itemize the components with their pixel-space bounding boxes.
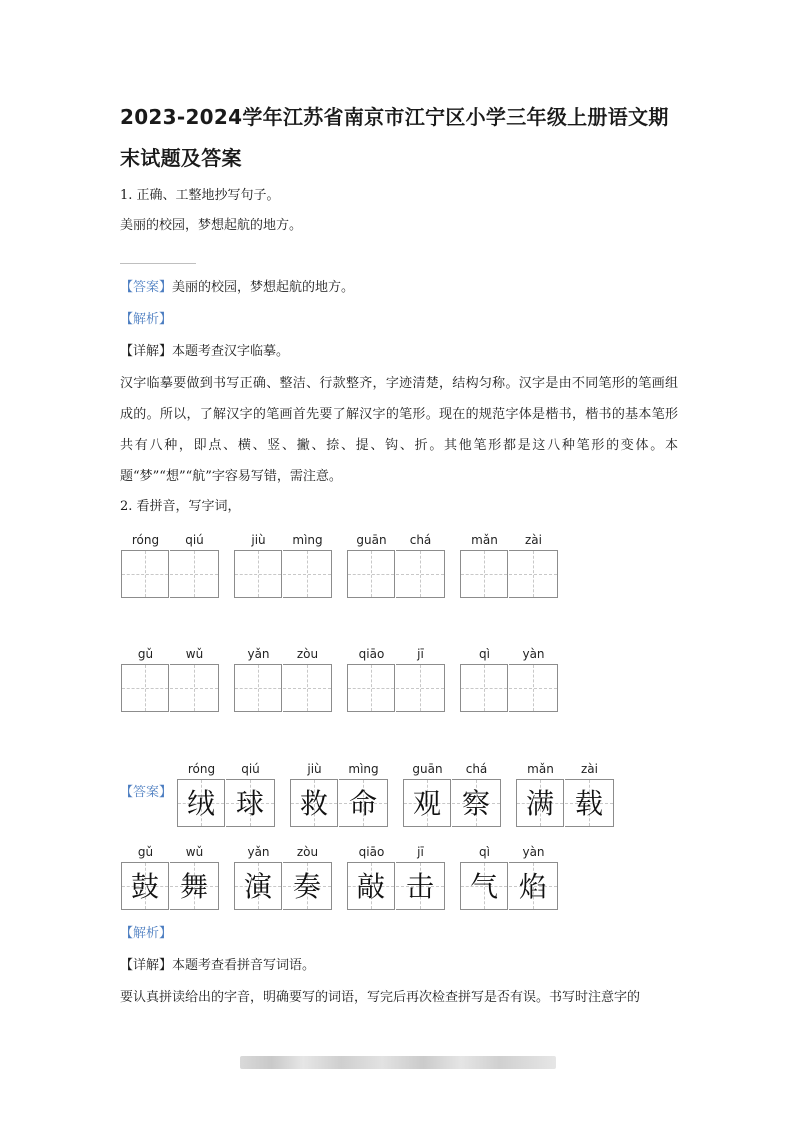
answer-character: 击 xyxy=(405,870,434,903)
grid-guide-vertical xyxy=(258,551,259,597)
tianzige-box[interactable] xyxy=(121,550,169,598)
grid-guide-vertical xyxy=(371,551,372,597)
tianzige-box[interactable] xyxy=(283,664,332,712)
tianzige-box[interactable] xyxy=(234,550,282,598)
grid-guide-vertical xyxy=(307,551,308,597)
grid-guide-vertical xyxy=(371,665,372,711)
q1-detail-text: 本题考查汉字临摹。 xyxy=(172,344,290,359)
tianzige-box[interactable] xyxy=(509,664,558,712)
tianzige-box[interactable] xyxy=(509,550,558,598)
answer-character: 球 xyxy=(235,787,264,820)
q1-writing-line xyxy=(120,263,196,264)
pinyin-label: qiāo xyxy=(358,647,385,661)
q1-detail-tag: 【详解】 xyxy=(120,344,173,359)
tianzige-box xyxy=(170,862,219,910)
tianzige-box xyxy=(234,862,282,910)
pinyin-label: qì xyxy=(479,647,490,661)
tianzige-box[interactable] xyxy=(460,550,508,598)
pinyin-label: yàn xyxy=(522,647,545,661)
answer-character: 载 xyxy=(574,787,603,820)
q2-detail-text: 本题考查看拼音写词语。 xyxy=(172,958,316,973)
tianzige-box[interactable] xyxy=(283,550,332,598)
pinyin-label: wǔ xyxy=(185,845,204,859)
tianzige-box[interactable] xyxy=(170,550,219,598)
grid-guide-vertical xyxy=(420,551,421,597)
pinyin-label: yàn xyxy=(522,845,545,859)
grid-guide-vertical xyxy=(258,665,259,711)
tianzige-box[interactable] xyxy=(121,664,169,712)
tianzige-box xyxy=(460,862,508,910)
q1-sentence: 美丽的校园，梦想起航的地方。 xyxy=(120,218,303,233)
q1-analysis xyxy=(120,310,680,330)
grid-guide-vertical xyxy=(420,665,421,711)
q2-last-line: 要认真拼读给出的字音，明确要写的词语，写完后再次检查拼写是否有误。书写时注意字的 xyxy=(120,990,641,1005)
pinyin-label: mìng xyxy=(348,762,379,776)
pinyin-label: qì xyxy=(479,845,490,859)
pinyin-label: chá xyxy=(409,533,432,547)
page-title xyxy=(120,97,680,179)
answer-character: 鼓 xyxy=(130,870,159,903)
pinyin-label: yǎn xyxy=(247,845,270,859)
tianzige-box xyxy=(283,862,332,910)
pinyin-label: róng xyxy=(131,533,160,547)
tianzige-box[interactable] xyxy=(396,550,445,598)
answer-character: 察 xyxy=(461,787,490,820)
pinyin-label: jī xyxy=(417,845,424,859)
grid-guide-vertical xyxy=(194,665,195,711)
answer-character: 敲 xyxy=(356,870,385,903)
grid-guide-vertical xyxy=(145,665,146,711)
pinyin-label: wǔ xyxy=(185,647,204,661)
pinyin-label: zòu xyxy=(296,845,319,859)
tianzige-box[interactable] xyxy=(347,550,395,598)
q2-answer-tag-text: 【答案】 xyxy=(120,785,173,800)
answer-character: 焰 xyxy=(518,870,547,903)
answer-character: 舞 xyxy=(179,870,208,903)
tianzige-box xyxy=(226,779,275,827)
q1-answer xyxy=(120,278,680,298)
title-line-1: 2023-2024学年江苏省南京市江宁区小学三年级上册语文期 xyxy=(120,105,669,129)
q1-answer-text: 美丽的校园，梦想起航的地方。 xyxy=(172,280,355,295)
q2-analysis xyxy=(120,924,680,944)
q1-explanation: 汉字临摹要做到书写正确、整洁、行款整齐，字迹清楚，结构匀称。汉字是由不同笔形的笔画组成的。所以，了解汉字的笔画首先要了解汉字的笔形。现在的规范字体是楷书，楷书的基本笔形共有八种，即点、横、竖、撇、捺、提、钩、折。其他笔形都是这八种笔形的变体。本题“梦”“想”“航”字容易写错，需注意。 xyxy=(120,376,678,484)
answer-character: 观 xyxy=(412,787,441,820)
pinyin-label: mǎn xyxy=(527,762,554,776)
tianzige-box xyxy=(290,779,338,827)
q2-analysis-tag: 【解析】 xyxy=(120,926,173,941)
tianzige-box[interactable] xyxy=(234,664,282,712)
tianzige-box xyxy=(516,779,564,827)
pinyin-label: zài xyxy=(525,533,542,547)
pinyin-label: guān xyxy=(356,533,387,547)
tianzige-box xyxy=(565,779,614,827)
tianzige-box[interactable] xyxy=(460,664,508,712)
q2-prompt: 2. 看拼音，写字词， xyxy=(120,499,241,514)
grid-guide-vertical xyxy=(145,551,146,597)
tianzige-box xyxy=(396,862,445,910)
tianzige-box[interactable] xyxy=(396,664,445,712)
tianzige-box xyxy=(121,862,169,910)
pinyin-label: yǎn xyxy=(247,647,270,661)
tianzige-box[interactable] xyxy=(170,664,219,712)
tianzige-box xyxy=(339,779,388,827)
pinyin-label: jiù xyxy=(251,533,266,547)
pinyin-label: mìng xyxy=(292,533,323,547)
answer-character: 奏 xyxy=(292,870,321,903)
q1-analysis-tag: 【解析】 xyxy=(120,312,173,327)
answer-character: 救 xyxy=(299,787,328,820)
pinyin-label: gǔ xyxy=(137,647,154,661)
answer-character: 演 xyxy=(243,870,272,903)
grid-guide-vertical xyxy=(484,551,485,597)
tianzige-box xyxy=(509,862,558,910)
pinyin-label: jiù xyxy=(307,762,322,776)
pinyin-label: mǎn xyxy=(471,533,498,547)
pinyin-label: zòu xyxy=(296,647,319,661)
pinyin-label: zài xyxy=(581,762,598,776)
tianzige-box xyxy=(403,779,451,827)
blurred-footer-watermark xyxy=(240,1056,556,1069)
pinyin-label: jī xyxy=(417,647,424,661)
grid-guide-vertical xyxy=(307,665,308,711)
grid-guide-vertical xyxy=(533,551,534,597)
pinyin-label: róng xyxy=(187,762,216,776)
pinyin-label: chá xyxy=(465,762,488,776)
answer-character: 满 xyxy=(525,787,554,820)
answer-character: 绒 xyxy=(186,787,215,820)
pinyin-label: qiāo xyxy=(358,845,385,859)
grid-guide-vertical xyxy=(484,665,485,711)
grid-guide-vertical xyxy=(533,665,534,711)
answer-character: 气 xyxy=(469,870,498,903)
tianzige-box xyxy=(177,779,225,827)
q1-answer-tag: 【答案】 xyxy=(120,280,173,295)
pinyin-label: qiú xyxy=(185,533,204,547)
q1-detail xyxy=(120,342,680,362)
pinyin-label: guān xyxy=(412,762,443,776)
q2-detail-tag: 【详解】 xyxy=(120,958,173,973)
title-line-2: 末试题及答案 xyxy=(120,146,242,170)
q2-detail xyxy=(120,956,680,976)
answer-character: 命 xyxy=(348,787,377,820)
q1-prompt: 1. 正确、工整地抄写句子。 xyxy=(120,188,280,203)
pinyin-label: gǔ xyxy=(137,845,154,859)
tianzige-box[interactable] xyxy=(347,664,395,712)
grid-guide-vertical xyxy=(194,551,195,597)
pinyin-label: qiú xyxy=(241,762,260,776)
tianzige-box xyxy=(347,862,395,910)
tianzige-box xyxy=(452,779,501,827)
